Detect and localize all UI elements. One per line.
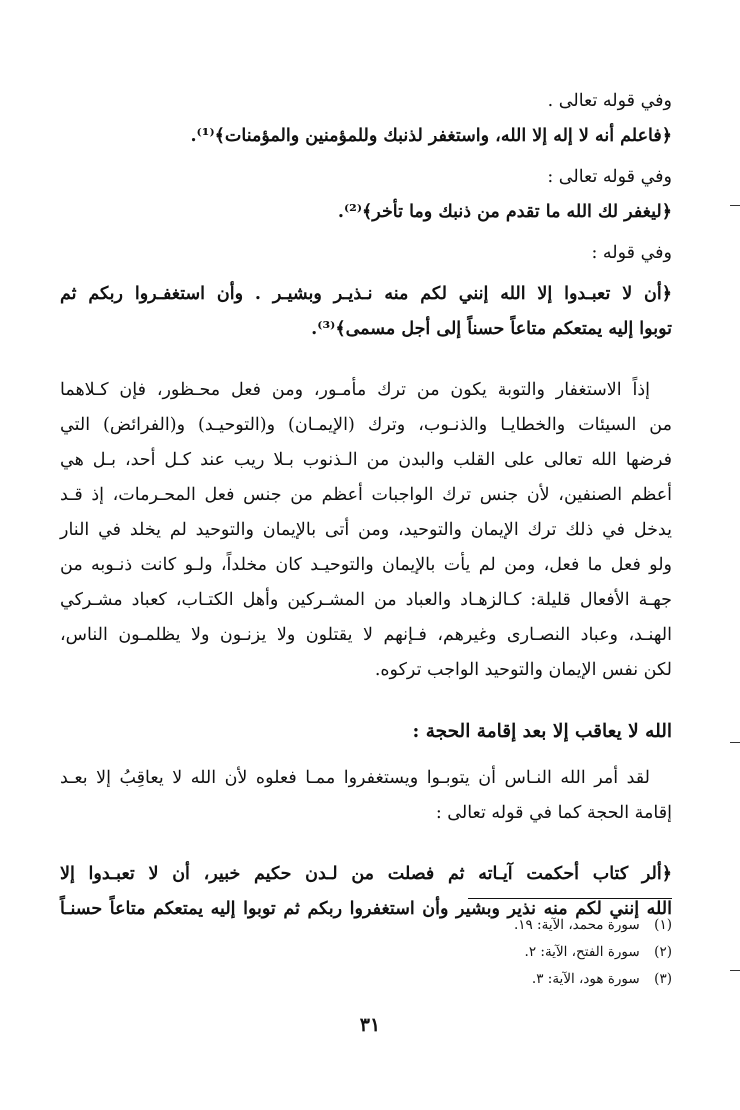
footnote-text: سورة الفتح، الآية: ٢.	[524, 944, 640, 960]
scan-edge-mark	[730, 742, 740, 743]
quran-verse-4-line-1: ﴿ألر كتاب أحكمت آيـاته ثم فصلت من لـدن حكيم خبير، أن لا تعبـدوا إلا	[60, 864, 672, 884]
body-paragraph	[60, 373, 672, 688]
paragraph-line: ولو فعل ما فعل، ومن لم يأت بالإيمان والتوحيـد كان مخلداً، ولـو كانت ذنـوبه من	[60, 555, 672, 575]
paragraph-line: جهـة الأفعال قليلة: كـالزهـاد والعباد من المشـركين وأهل الكتـاب، كعباد مشـركي	[60, 590, 672, 610]
footnote-number: (٢)	[654, 944, 672, 960]
paragraph-line: من السيئات والخطايـا والذنـوب، وترك (الإيمـان) و(التوحيـد) و(الفرائض) التي	[60, 415, 672, 435]
quran-verse-4-line-2: الله إنني لكم منه نذير وبشير وأن استغفروا ربكم ثم توبوا إليه يمتعكم متاعاً حسنـاً	[60, 899, 672, 919]
verse-intro-2: وفي قوله تعالى :	[547, 167, 672, 187]
footnote-number: (٣)	[654, 971, 672, 987]
paragraph-line: أعظم الصنفين، لأن جنس ترك الواجبات أعظم من جنس فعل المحـرمات، إذ قـد	[60, 485, 672, 505]
section-heading: الله لا يعاقب إلا بعد إقامة الحجة :	[412, 721, 672, 742]
footnote	[272, 912, 672, 939]
paragraph-line: لكن نفس الإيمان والتوحيد الواجب تركوه.	[374, 660, 672, 680]
verse-intro-3: وفي قوله :	[591, 243, 672, 263]
footnote-text: سورة محمد، الآية: ١٩.	[513, 917, 640, 933]
footnote-text: سورة هود، الآية: ٣.	[531, 971, 640, 987]
footnotes	[272, 912, 672, 993]
quran-verse-3-line-1: ﴿أن لا تعبـدوا إلا الله إنني لكم منه نـذيـر وبشيـر . وأن استغفـروا ربكم ثم	[60, 284, 672, 304]
footnote	[272, 966, 672, 993]
paragraph-line: فرضها الله تعالى على القلب والبدن من الـذنوب بـلا ريب عند كـل أحد، بـل هي	[60, 450, 672, 470]
quran-verse-2: ﴿ليغفر لك الله ما تقدم من ذنبك وما تأخر﴾⁽²⁾.	[337, 202, 672, 222]
scan-edge-mark	[730, 970, 740, 971]
section-body-line: لقد أمر الله النـاس أن يتوبـوا ويستغفروا ممـا فعلوه لأن الله لا يعاقِبُ إلا بعـد	[60, 768, 650, 788]
quran-verse-3-line-2: توبوا إليه يمتعكم متاعاً حسناً إلى أجل مسمى﴾⁽³⁾.	[311, 319, 672, 339]
footnote-separator	[468, 898, 672, 899]
footnote-number: (١)	[654, 917, 672, 933]
paragraph-line: إذاً الاستغفار والتوبة يكون من ترك مأمـور، ومن فعل محـظور، فإن كـلاهما	[60, 380, 650, 400]
footnote	[272, 939, 672, 966]
paragraph-line: الهنـد، وعباد النصـارى وغيرهم، فـإنهم لا يقتلون ولا يزنـون ولا يظلمـون الناس،	[60, 625, 672, 645]
paragraph-line: يدخل في ذلك ترك الإيمان والتوحيد، ومن أتى بالإيمان والتوحيد لم يخلد في النار	[60, 520, 672, 540]
main-text	[60, 84, 672, 927]
section-body-line: إقامة الحجة كما في قوله تعالى :	[435, 803, 672, 823]
scan-edge-mark	[730, 205, 740, 206]
verse-intro-1: وفي قوله تعالى .	[547, 91, 672, 111]
quran-verse-1: ﴿فاعلم أنه لا إله إلا الله، واستغفر لذنبك وللمؤمنين والمؤمنات﴾⁽¹⁾.	[190, 126, 672, 146]
page-number: ٣١	[359, 1014, 381, 1036]
